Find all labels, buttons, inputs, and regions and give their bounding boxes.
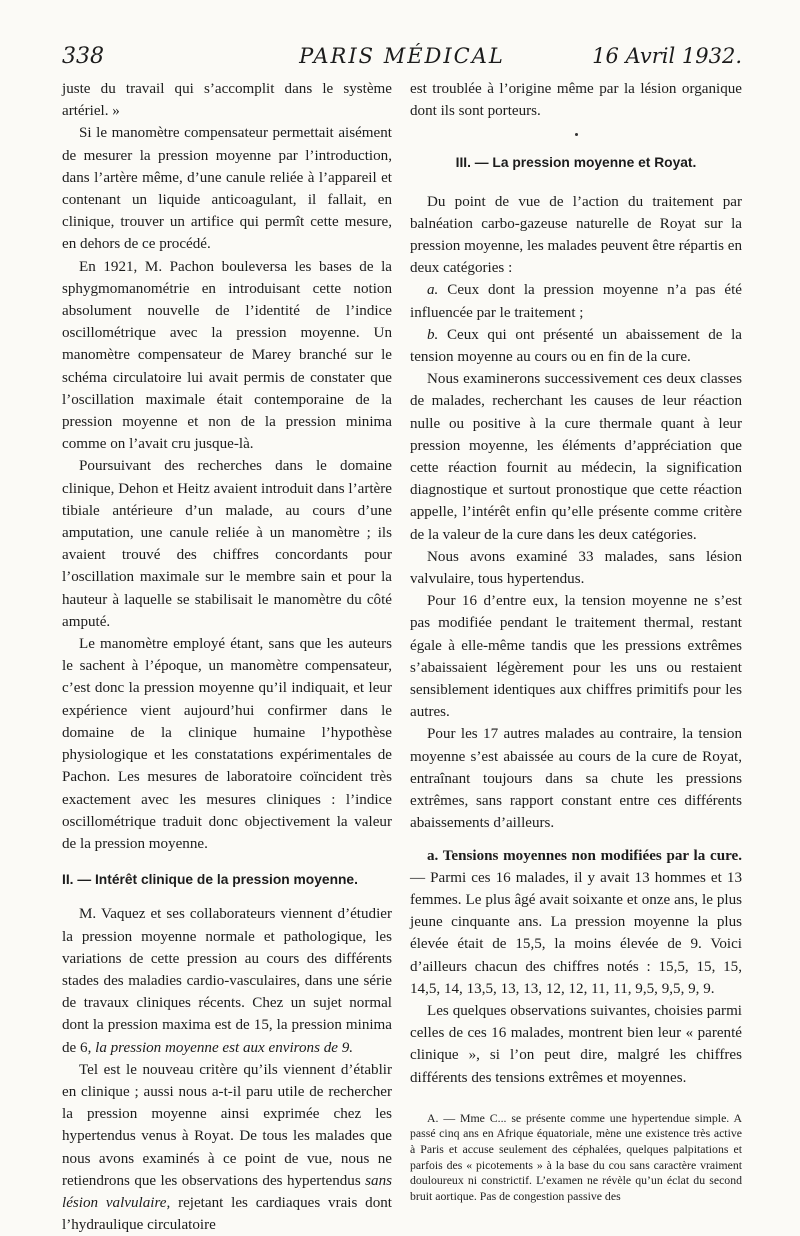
emphasis: sans lésion valvulaire,	[62, 1172, 392, 1211]
paragraph: En 1921, M. Pachon bouleversa les bases de la sphygmomanométrie en introduisant cette notion absolument nouvelle de l’identité de l’indice oscillométrique avec la pression moyenne. Un manomètre compensateur de Marey branché sur le schéma circulatoire lui avait permis de constater que l’oscillation maximale était contemporaine de la pression moyenne et non de la pression minima comme on l’avait cru jusque-là.	[62, 258, 392, 453]
paragraph: Du point de vue de l’action du traitement par balnéation carbo-gazeuse naturelle de Royat sur la pression moyenne, les malades peuvent être répartis en deux catégories :	[410, 193, 742, 277]
page-header	[62, 44, 742, 74]
footnote: A. — Mme C... se présente comme une hypertendue simple. A passé cinq ans en Afrique équatoriale, mène une existence très active à Paris et accuse seulement des céphalées, quelques palpitations et parfois des « picotements » à la base du cou sans caractère vraiment douloureux ni constrictif. L’examen ne révèle qu’un éclat du second bruit aortique. Pas de congestion passive des	[410, 1110, 742, 1203]
page-number: 338	[62, 44, 104, 69]
paragraph: Pour 16 d’entre eux, la tension moyenne ne s’est pas modifiée pendant le traitement thermal, restant égale à elle-même tandis que les pressions extrêmes s’abaissaient légèrement pour les uns ou restaient sensiblement identiques aux chiffres primitifs pour les autres.	[410, 593, 742, 721]
paragraph	[410, 845, 742, 1000]
paragraph-text: M. Vaquez et ses collaborateurs viennent d’étudier la pression moyenne normale et pathologique, les variations de cette pression au cours des différents stades des maladies cardio-vasculaires, dans une série de travaux cliniques récents. Chez un sujet normal dont la pression maxima est de 15, la pression minima de 6,	[62, 906, 392, 1056]
section-heading: III. — La pression moyenne et Royat.	[455, 155, 697, 171]
list-label: b.	[427, 326, 439, 343]
paragraph	[410, 279, 742, 323]
emphasis: la pression moyenne est aux environs de 9.	[95, 1039, 354, 1056]
paragraph: Poursuivant des recherches dans le domaine clinique, Dehon et Heitz avaient introduit dans l’artère tibiale antérieure d’un malade, au cours d’une amputation, une canule reliée à un manomètre ; ils avaient trouvé des chiffres concordants pour l’oscillation maximale sur le membre sain et pour la hauteur à laquelle se stabilisait le manomètre du côté amputé.	[62, 458, 392, 630]
paragraph-text: Ceux qui ont présenté un abaissement de la tension moyenne au cours ou en fin de la cure.	[410, 326, 742, 366]
paragraph: Le manomètre employé étant, sans que les auteurs le sachent à l’époque, un manomètre compensateur, c’est donc la pression moyenne qu’il indiquait, et leur expérience vient aujourd’hui confirmer dans le domaine de la clinique humaine l’hypothèse physiologique et les constatations expérimentales de Pachon. Les mesures de laboratoire coïncident très exactement avec les mesures cliniques : l’indice oscillométrique traduit donc objectivement la valeur de la pression moyenne.	[62, 636, 392, 852]
paragraph	[410, 324, 742, 368]
left-column	[62, 78, 392, 1236]
right-column	[410, 78, 742, 1204]
paragraph-text: Tel est le nouveau critère qu’ils viennent d’établir en clinique ; aussi nous a-t-il paru utile de rechercher la pression moyenne ainsi exprimée chez les hypertendus venus à Royat. De tous les malades que nous avons examinés à ce point de vue, nous ne retiendrons que les observations des hypertendus	[62, 1061, 392, 1189]
paragraph-text: Ceux dont la pression moyenne n’a pas été influencée par le traitement ;	[410, 282, 742, 321]
paragraph: Nous examinerons successivement ces deux classes de malades, recherchant les causes de leur réaction nulle ou positive à la cure thermale quant à leur pression moyenne, les éléments d’appréciation que cette réaction fournit au médecin, la signification diagnostique et surtout pronostique que cette réaction appelle, l’intérêt enfin qu’elle présente comme critère de la valeur de la cure dans les deux catégories.	[410, 371, 742, 543]
list-label: a.	[427, 282, 439, 299]
run-in-heading: a. Tensions moyennes non modifiées par la cure.	[427, 847, 742, 864]
paragraph: est troublée à l’origine même par la lésion organique dont ils sont porteurs.	[410, 81, 742, 120]
paragraph: Pour les 17 autres malades au contraire, la tension moyenne s’est abaissée au cours de la cure de Royat, entraînant toujours dans sa chute les pressions extrêmes, sans rapport constant entre ces différents abaissements d’ailleurs.	[410, 726, 742, 832]
paragraph	[62, 1059, 392, 1236]
issue-date: 16 Avril 1932.	[592, 44, 742, 68]
paragraph	[62, 903, 392, 1058]
paragraph: Nous avons examiné 33 malades, sans lésion valvulaire, tous hypertendus.	[410, 548, 742, 588]
paragraph: Les quelques observations suivantes, choisies parmi celles de ces 16 malades, montrent bien leur « parenté clinique », si l’on peut dire, malgré les chiffres différents des tensions extrêmes et moyennes.	[410, 1002, 742, 1086]
paragraph: Si le manomètre compensateur permettait aisément de mesurer la pression moyenne par l’introduction, dans l’artère même, d’une canule reliée à l’appareil et contenant un liquide anticoagulant, il fallait, en clinique, trouver un artifice qui permît cette mesure, en dehors de ce procédé.	[62, 125, 392, 253]
paragraph-text: — Parmi ces 16 malades, il y avait 13 hommes et 13 femmes. Le plus âgé avait soixante et onze ans, le plus jeune cinquante ans. La pression moyenne la plus élevée était de 15,5, la moins élevée de 9. Voici d’ailleurs chacun des chiffres notés : 15,5, 15, 15, 14,5, 14, 13,5, 13, 13, 12, 12, 11, 11, 9,5, 9,5, 9, 9.	[410, 869, 742, 997]
section-heading: II. — Intérêt clinique de la pression moyenne.	[62, 872, 358, 888]
paragraph: juste du travail qui s’accomplit dans le système artériel. »	[62, 81, 392, 120]
paragraph-text: rejetant les cardiaques vrais dont l’hydraulique circulatoire	[62, 1194, 393, 1234]
running-title: PARIS MÉDICAL	[299, 44, 505, 68]
